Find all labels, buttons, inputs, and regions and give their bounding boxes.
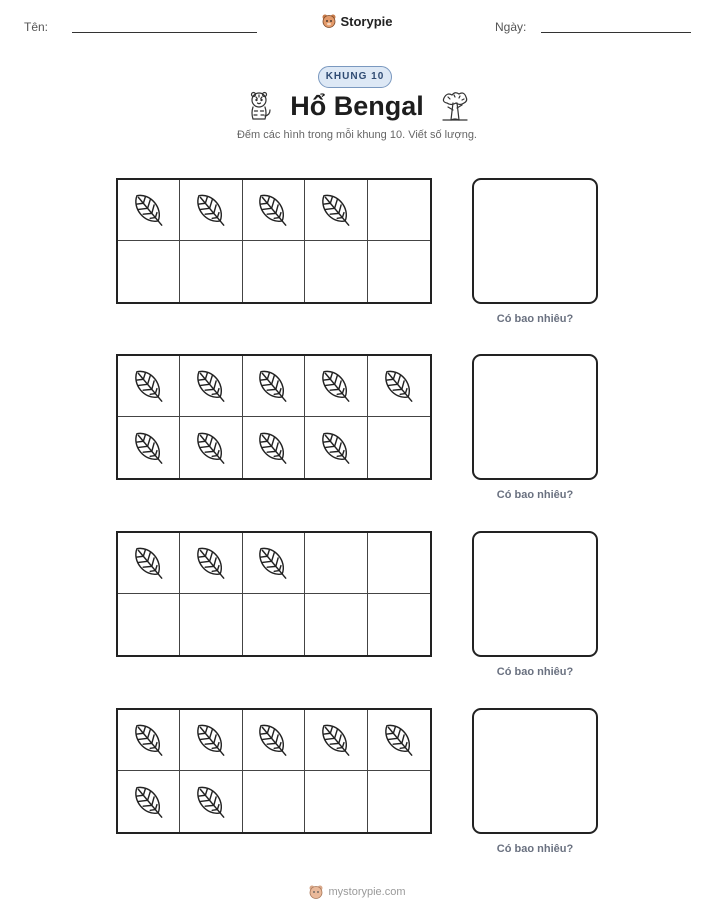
- leaf-icon: [251, 188, 295, 232]
- frame-cell-empty: [368, 594, 430, 655]
- storypie-mascot-icon: [321, 13, 337, 29]
- leaf-icon: [127, 364, 171, 408]
- answer-box-3[interactable]: [472, 531, 598, 657]
- ten-frame-4: [116, 708, 432, 834]
- leaf-icon: [189, 541, 233, 585]
- frame-cell-empty: [368, 771, 430, 832]
- frame-cell-filled: [243, 180, 305, 241]
- tree-icon: [440, 90, 470, 122]
- frame-cell-empty: [368, 180, 430, 241]
- frame-cell-empty: [180, 594, 242, 655]
- footer: [0, 884, 714, 905]
- frame-cell-filled: [180, 771, 242, 832]
- instructions: Đếm các hình trong mỗi khung 10. Viết số lượng.: [236, 129, 477, 141]
- leaf-icon: [189, 426, 233, 470]
- leaf-icon: [251, 718, 295, 762]
- frame-cell-filled: [180, 356, 242, 417]
- leaf-icon: [189, 718, 233, 762]
- leaf-icon: [251, 541, 295, 585]
- question-label-1: Có bao nhiêu?: [496, 313, 574, 325]
- frame-cell-empty: [305, 594, 367, 655]
- leaf-icon: [314, 188, 358, 232]
- frame-cell-filled: [118, 417, 180, 478]
- frame-cell-empty: [118, 241, 180, 302]
- leaf-icon: [314, 364, 358, 408]
- question-label-2: Có bao nhiêu?: [496, 489, 574, 501]
- frame-cell-empty: [243, 771, 305, 832]
- frame-cell-filled: [180, 533, 242, 594]
- frame-cell-empty: [243, 241, 305, 302]
- frame-cell-filled: [243, 417, 305, 478]
- frame-cell-filled: [368, 356, 430, 417]
- leaf-icon: [314, 426, 358, 470]
- frame-cell-filled: [305, 356, 367, 417]
- frame-cell-filled: [368, 710, 430, 771]
- answer-box-1[interactable]: [472, 178, 598, 304]
- frame-cell-filled: [180, 417, 242, 478]
- leaf-icon: [189, 188, 233, 232]
- leaf-icon: [314, 718, 358, 762]
- name-label: Tên:: [24, 20, 49, 34]
- answer-box-2[interactable]: [472, 354, 598, 480]
- brand-name: Storypie: [340, 13, 393, 29]
- frame-cell-filled: [305, 710, 367, 771]
- ten-frame-3: [116, 531, 432, 657]
- frame-cell-filled: [180, 710, 242, 771]
- frame-cell-empty: [243, 594, 305, 655]
- topic-badge: KHUNG 10: [318, 66, 392, 88]
- date-line[interactable]: [541, 32, 691, 33]
- leaf-icon: [127, 188, 171, 232]
- date-label: Ngày:: [495, 20, 527, 34]
- leaf-icon: [377, 364, 421, 408]
- frame-cell-filled: [305, 180, 367, 241]
- frame-cell-empty: [305, 241, 367, 302]
- frame-cell-filled: [118, 533, 180, 594]
- leaf-icon: [377, 718, 421, 762]
- frame-cell-filled: [118, 356, 180, 417]
- ten-frame-1: [116, 178, 432, 304]
- frame-cell-empty: [118, 594, 180, 655]
- leaf-icon: [127, 426, 171, 470]
- frame-cell-filled: [180, 180, 242, 241]
- leaf-icon: [251, 426, 295, 470]
- frame-cell-empty: [368, 417, 430, 478]
- frame-cell-empty: [368, 533, 430, 594]
- footer-url: mystorypie.com: [328, 886, 406, 898]
- question-label-3: Có bao nhiêu?: [496, 666, 574, 678]
- leaf-icon: [127, 718, 171, 762]
- frame-cell-empty: [368, 241, 430, 302]
- frame-cell-filled: [243, 710, 305, 771]
- leaf-icon: [189, 364, 233, 408]
- leaf-icon: [127, 780, 171, 824]
- frame-cell-filled: [118, 710, 180, 771]
- answer-box-4[interactable]: [472, 708, 598, 834]
- frame-cell-empty: [305, 771, 367, 832]
- brand-logo: [0, 13, 714, 34]
- frame-cell-filled: [243, 356, 305, 417]
- frame-cell-empty: [180, 241, 242, 302]
- leaf-icon: [251, 364, 295, 408]
- leaf-icon: [127, 541, 171, 585]
- leaf-icon: [189, 780, 233, 824]
- frame-cell-empty: [305, 533, 367, 594]
- storypie-mascot-icon: [308, 884, 324, 900]
- page-title: Hổ Bengal: [290, 90, 424, 121]
- frame-cell-filled: [305, 417, 367, 478]
- frame-cell-filled: [118, 771, 180, 832]
- question-label-4: Có bao nhiêu?: [496, 843, 574, 855]
- ten-frame-2: [116, 354, 432, 480]
- frame-cell-filled: [243, 533, 305, 594]
- tiger-icon: [244, 90, 274, 122]
- title-row: [0, 86, 714, 126]
- frame-cell-filled: [118, 180, 180, 241]
